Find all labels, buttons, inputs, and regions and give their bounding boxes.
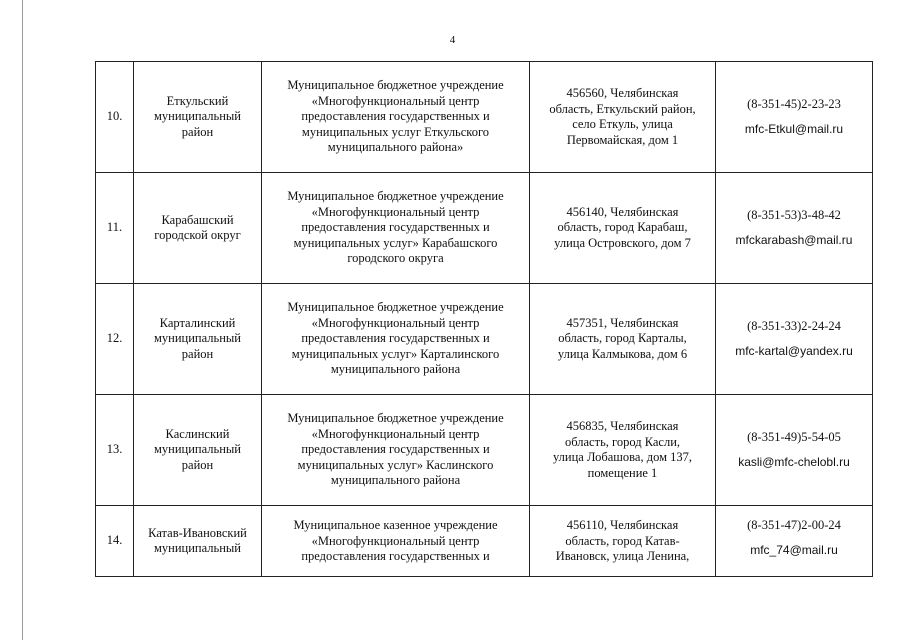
email-link[interactable]: mfc-Etkul@mail.ru — [744, 121, 844, 136]
organization-cell: Муниципальное бюджетное учреждение «Многофункциональный центр предоставления государственных и муниципальных услуг Еткульского муниципального района» — [262, 62, 530, 173]
page-number: 4 — [449, 34, 456, 46]
row-number: 13. — [96, 395, 134, 506]
phone-number: (8-351-47)2-00-24 — [747, 518, 841, 532]
email-link[interactable]: kasli@mfc-chelobl.ru — [738, 454, 850, 469]
row-number: 10. — [96, 62, 134, 173]
address-cell: 456560, Челябинская область, Еткульский район, село Еткуль, улица Первомайская, дом 1 — [530, 62, 716, 173]
table-row — [96, 506, 873, 577]
contacts-cell — [716, 395, 873, 506]
municipality-cell: Карабашский городской округ — [134, 173, 262, 284]
table-row — [96, 395, 873, 506]
email-link[interactable]: mfc_74@mail.ru — [750, 542, 838, 557]
organization-cell: Муниципальное бюджетное учреждение «Многофункциональный центр предоставления государственных и муниципальных услуг» Каслинского муниципального района — [262, 395, 530, 506]
municipality-cell: Каслинский муниципальный район — [134, 395, 262, 506]
table-row — [96, 284, 873, 395]
address-cell: 456140, Челябинская область, город Карабаш, улица Островского, дом 7 — [530, 173, 716, 284]
contacts-cell — [716, 284, 873, 395]
organization-cell: Муниципальное бюджетное учреждение «Многофункциональный центр предоставления государственных и муниципальных услуг» Карталинского муниципального района — [262, 284, 530, 395]
email-link[interactable]: mfc-kartal@yandex.ru — [735, 343, 853, 358]
phone-number: (8-351-53)3-48-42 — [747, 208, 841, 222]
row-number: 14. — [96, 506, 134, 577]
email-link[interactable]: mfckarabash@mail.ru — [735, 232, 853, 247]
table-row — [96, 173, 873, 284]
organization-cell: Муниципальное бюджетное учреждение «Многофункциональный центр предоставления государственных и муниципальных услуг» Карабашского городского округа — [262, 173, 530, 284]
phone-number: (8-351-49)5-54-05 — [747, 430, 841, 444]
contacts-cell — [716, 506, 873, 577]
municipality-cell: Еткульский муниципальный район — [134, 62, 262, 173]
address-cell: 456110, Челябинская область, город Катав- Ивановск, улица Ленина, — [530, 506, 716, 577]
page-edge-line — [22, 0, 23, 640]
phone-number: (8-351-33)2-24-24 — [747, 319, 841, 333]
contacts-cell — [716, 173, 873, 284]
row-number: 12. — [96, 284, 134, 395]
municipality-cell: Катав-Ивановский муниципальный — [134, 506, 262, 577]
row-number: 11. — [96, 173, 134, 284]
organization-cell: Муниципальное казенное учреждение «Многофункциональный центр предоставления государственных и — [262, 506, 530, 577]
address-cell: 457351, Челябинская область, город Карталы, улица Калмыкова, дом 6 — [530, 284, 716, 395]
municipality-cell: Карталинский муниципальный район — [134, 284, 262, 395]
mfc-registry-table — [95, 61, 873, 577]
table-row — [96, 62, 873, 173]
contacts-cell — [716, 62, 873, 173]
phone-number: (8-351-45)2-23-23 — [747, 97, 841, 111]
address-cell: 456835, Челябинская область, город Касли, улица Лобашова, дом 137, помещение 1 — [530, 395, 716, 506]
